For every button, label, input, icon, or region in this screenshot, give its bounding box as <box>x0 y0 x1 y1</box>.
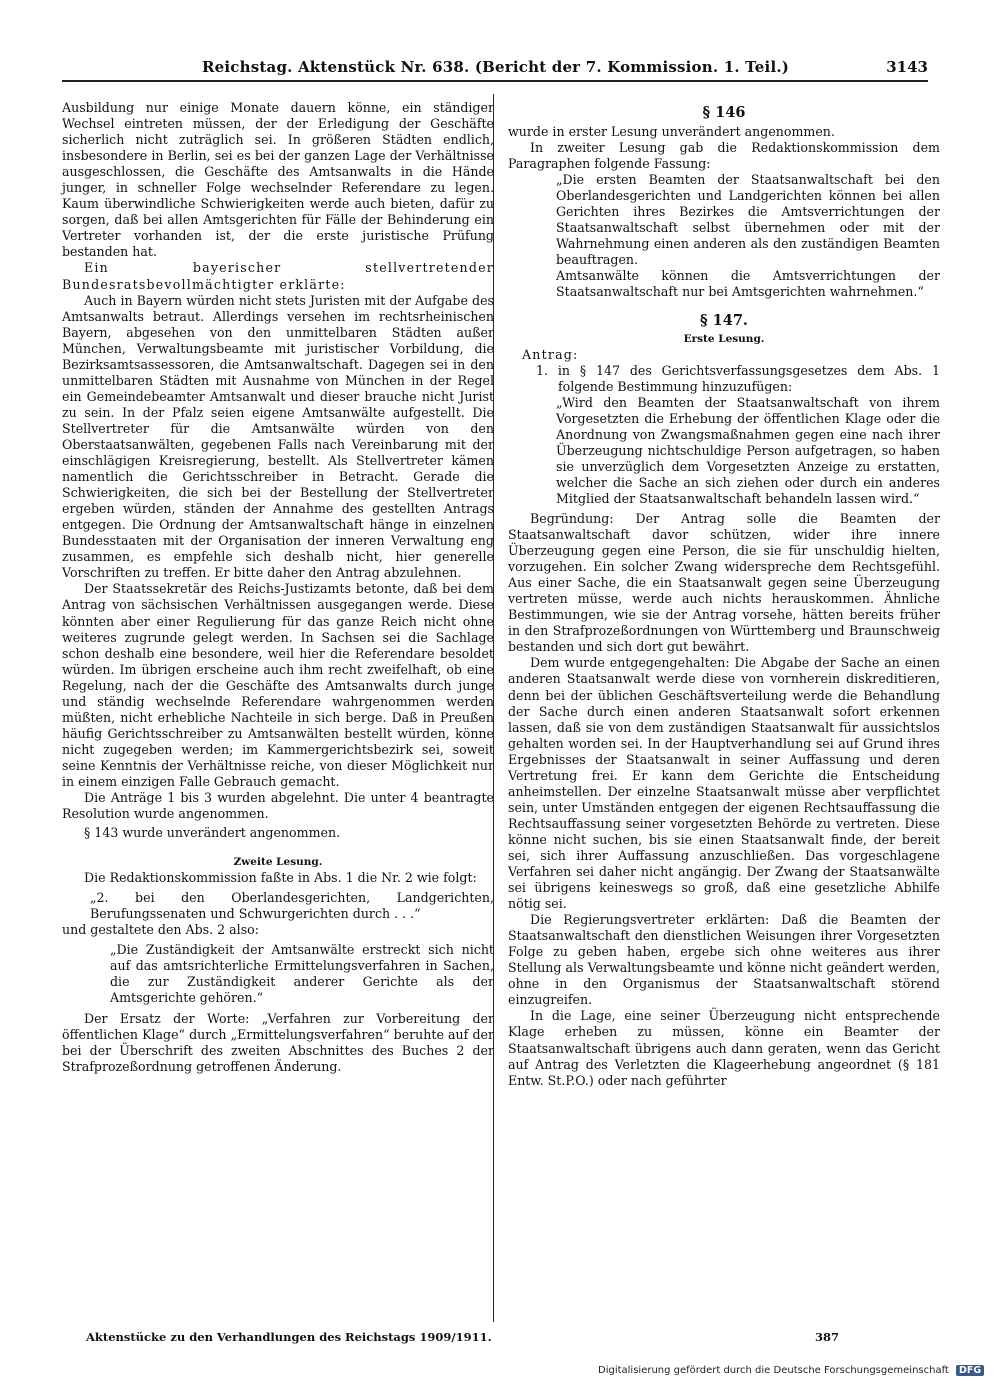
quote: Amtsanwälte können die Amtsverrichtungen der Staatsanwaltschaft nur bei Amtsgerichten wahrnehmen.“ <box>556 268 940 300</box>
header-title: Reichstag. Aktenstück Nr. 638. (Bericht der 7. Kommission. 1. Teil.) <box>202 58 790 76</box>
signature-number: 387 <box>815 1330 840 1344</box>
paragraph: Die Redaktionskommission faßte in Abs. 1 die Nr. 2 wie folgt: <box>84 870 477 886</box>
dfg-logo: DFG <box>956 1365 984 1376</box>
page-header <box>62 54 928 82</box>
footer-source: Aktenstücke zu den Verhandlungen des Reichstags 1909/1911. <box>86 1330 492 1344</box>
paragraph: Ausbildung nur einige Monate dauern könne, ein ständiger Wechsel eintreten müssen, der der Erledigung der Geschäfte sicherlich nicht zuträglich sei. In größeren Städten endlich, insbesondere in Berlin, sei es bei der ganzen Lage der Verhältnisse ausgeschlossen, die Geschäfte des Amtsanwalts in die Hände junger, in schneller Folge wechselnder Referendare zu legen. Kaum überwindliche Schwierigkeiten werde auch bieten, dafür zu sorgen, daß bei allen Amtsgerichten für Fälle der Behinderung ein Vertreter vorhanden ist, der die erste juristische Prüfung bestanden hat. <box>62 100 494 260</box>
section-heading: § 146 <box>702 104 746 121</box>
paragraph: Die Regierungsvertreter erklärten: Daß die Beamten der Staatsanwaltschaft den dienstlichen Weisungen ihrer Vorgesetzten Folge zu geben haben, ergebe sich ohne weiteres aus ihrer Stellung als Verwaltungsbeamte und könne nicht geändert werden, ohne in den Organismus der Staatsanwaltschaft störend einzugreifen. <box>508 912 940 1008</box>
digitization-credit <box>598 1365 984 1376</box>
paragraph-intro: Ein bayerischer stellvertretender Bundesratsbevollmächtigter erklärte: <box>62 260 494 292</box>
paragraph: In zweiter Lesung gab die Redaktionskommission dem Paragraphen folgende Fassung: <box>508 140 940 172</box>
label: Antrag: <box>522 346 579 362</box>
credit-text: Digitalisierung gefördert durch die Deutsche Forschungsgemeinschaft <box>598 1365 949 1376</box>
paragraph: Dem wurde entgegengehalten: Die Abgabe der Sache an einen anderen Staatsanwalt werde diese von vornherein diskreditieren, denn bei der üblichen Geschäftsverteilung werde die Behandlung der Sache durch einen anderen Staatsanwalt sofort erkennen lassen, daß sie von dem zuständigen Staatsanwalt für aussichtslos gehalten worden sei. In der Hauptverhandlung sei auf Grund ihres Ergebnisses der Staatsanwalt in seiner Auffassung und deren Vertretung frei. Er kann dem Gerichte die Entscheidung anheimstellen. Der einzelne Staatsanwalt müsse aber verpflichtet sein, unter Umständen entgegen der eigenen Rechtsauffassung die Rechtsauffassung seiner vorgesetzten Behörde zu vertreten. Diese könne nicht suchen, bis sie einen Staatsanwalt finde, der bereit sei, sich ihrer Auffassung anzuschließen. Das vorgeschlagene Verfahren sei daher nicht angängig. Der Zwang der Staatsanwälte sei übrigens keineswegs so groß, daß eine gesetzliche Abhilfe nötig sei. <box>508 655 940 912</box>
right-column <box>508 100 940 1089</box>
quote: „2. bei den Oberlandesgerichten, Landgerichten, Berufungssenaten und Schwurgerichten durch . . .“ <box>90 890 494 922</box>
section-subheading: Zweite Lesung. <box>233 856 323 869</box>
paragraph: und gestaltete den Abs. 2 also: <box>62 922 259 938</box>
paragraph: Der Ersatz der Worte: „Verfahren zur Vorbereitung der öffentlichen Klage“ durch „Ermittelungsverfahren“ beruhte auf der bei der Überschrift des zweiten Abschnittes des Buches 2 der Strafprozeßordnung getroffenen Änderung. <box>62 1010 494 1074</box>
section-heading: § 147. <box>700 311 748 329</box>
paragraph: Begründung: Der Antrag solle die Beamten der Staatsanwaltschaft davor schützen, wider ihre innere Überzeugung gegen eine Person, die sie für unschuldig hielten, vorzugehen. Ein solcher Zwang widerspreche dem Rechtsgefühl. Aus einer Sache, die ein Staatsanwalt gegen seine Überzeugung vertreten müsse, werde auch nichts herauskommen. Ähnliche Bestimmungen, wie sie der Antrag vorsehe, hätten bereits früher in den Strafprozeßordnungen von Württemberg und Braunschweig bestanden und sich dort gut bewährt. <box>508 510 940 655</box>
quote: „Wird den Beamten der Staatsanwaltschaft von ihrem Vorgesetzten die Erhebung der öffentlichen Klage oder die Anordnung von Zwangsmaßnahmen gegen eine nach ihrer Überzeugung nichtschuldige Person aufgetragen, so haben sie unverzüglich dem Vorgesetzten Anzeige zu erstatten, welcher die Sache an sich ziehen oder durch ein anderes Mitglied der Staatsanwaltschaft behandeln lassen wird.“ <box>556 394 940 506</box>
paragraph: wurde in erster Lesung unverändert angenommen. <box>508 124 835 139</box>
section-subheading: Erste Lesung. <box>683 332 765 345</box>
list-item: 1. in § 147 des Gerichtsverfassungsgesetzes dem Abs. 1 folgende Bestimmung hinzuzufügen: <box>536 362 940 394</box>
quote: „Die ersten Beamten der Staatsanwaltschaft bei den Oberlandesgerichten und Landgerichten können bei allen Gerichten ihres Bezirkes die Amtsverrichtungen der Staatsanwaltschaft selbst übernehmen oder mit der Wahrnehmung einen anderen als den zuständigen Beamten beauftragen. <box>556 172 940 268</box>
paragraph: § 143 wurde unverändert angenommen. <box>84 825 341 841</box>
page-number: 3143 <box>886 58 928 76</box>
paragraph: Der Staatssekretär des Reichs-Justizamts betonte, daß bei dem Antrag von sächsischen Verhältnissen ausgegangen werde. Diese könnten aber einer Regulierung für das ganze Reich nicht ohne weiteres zugrunde gelegt werden. In Sachsen sei die Sachlage schon deshalb eine besondere, weil hier die Referendare besoldet würden. Im übrigen erscheine auch ihm recht zweifelhaft, ob eine Regelung, nach der die Geschäfte des Amtsanwalts durch junge und ständig wechselnde Referendare wahrgenommen werden müßten, nicht erhebliche Nachteile in sich berge. Daß in Preußen häufig Gerichtsschreiber zu Amtsanwälten bestellt würden, könne nicht zugegeben werden; im Kammergerichtsbezirk sei, soweit seine Kenntnis der Verhältnisse reiche, von dieser Möglichkeit nur in einem einzigen Falle Gebrauch gemacht. <box>62 581 494 789</box>
paragraph: In die Lage, eine seiner Überzeugung nicht entsprechende Klage erheben zu müssen, könne ein Beamter der Staatsanwaltschaft übrigens auch dann geraten, wenn das Gericht auf Antrag des Verletzten die Klageerhebung angeordnet (§ 181 Entw. St.P.O.) oder nach geführter <box>508 1008 940 1088</box>
quote: „Die Zuständigkeit der Amtsanwälte erstreckt sich nicht auf das amtsrichterliche Ermittelungsverfahren in Sachen, die zur Zuständigkeit anderer Gerichte als der Amtsgerichte gehören.“ <box>110 942 494 1006</box>
paragraph: Auch in Bayern würden nicht stets Juristen mit der Aufgabe des Amtsanwalts betraut. Allerdings versehen im rechtsrheinischen Bayern, abgesehen von den unmittelbaren Städten außer München, Verwaltungsbeamte mit juristischer Vorbildung, die Bezirksamtsassessoren, die Amtsanwaltschaft. Dagegen sei in den unmittelbaren Städten mit Ausnahme von München in der Regel ein Gemeindebeamter Amtsanwalt und dieser brauche nicht Jurist zu sein. In der Pfalz seien eigene Amtsanwälte aufgestellt. Die Stellvertreter für die Amtsanwälte würden von den Oberstaatsanwälten, gegebenen Falls nach Vereinbarung mit der einschlägigen Kreisregierung, bestellt. Als Stellvertreter kämen namentlich die Gerichtsschreiber in Betracht. Gerade die Schwierigkeiten, die sich bei der Bestellung der Stellvertreter ergeben würden, ständen der Annahme des gestellten Antrags entgegen. Die Ordnung der Amtsanwaltschaft hänge in einzelnen Bundesstaaten mit der Organisation der inneren Verwaltung eng zusammen, es empfehle sich deshalb nicht, hier generelle Vorschriften zu treffen. Er bitte daher den Antrag abzulehnen. <box>62 292 494 581</box>
paragraph: Die Anträge 1 bis 3 wurden abgelehnt. Die unter 4 beantragte Resolution wurde angenommen. <box>62 790 494 822</box>
left-column <box>62 100 494 1075</box>
